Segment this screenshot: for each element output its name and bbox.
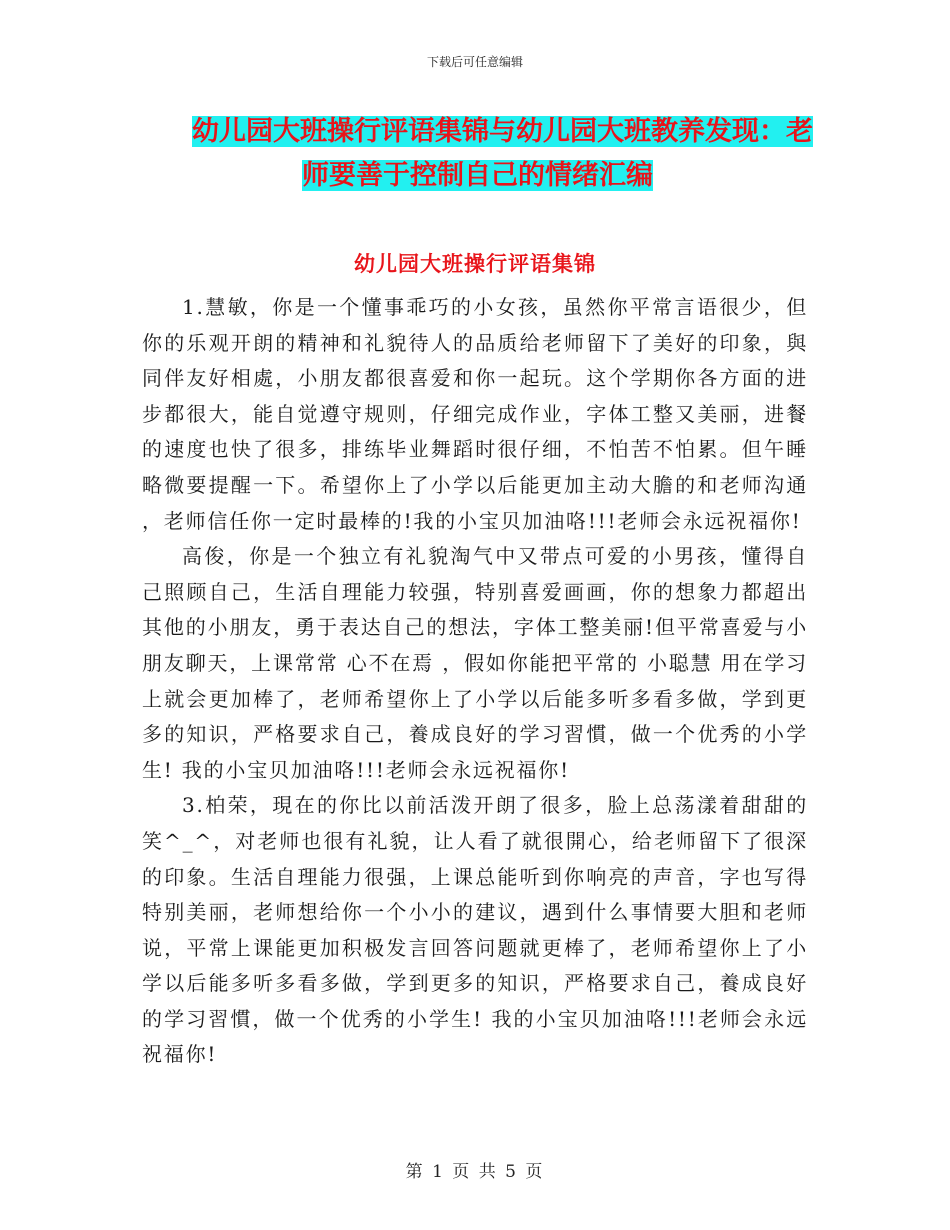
title-line-1: 幼儿园大班操行评语集锦与幼儿园大班教养发现：老 [192, 116, 813, 147]
body-text [142, 290, 808, 1073]
header-note: 下载后可任意编辑 [426, 55, 523, 69]
page-footer: 第 1 页 共 5 页 [405, 1162, 545, 1182]
document-title [140, 110, 820, 198]
paragraph-1: 1.慧敏，你是一个懂事乖巧的小女孩，虽然你平常言语很少，但你的乐观开朗的精神和礼貌待人的品质给老师留下了美好的印象，與同伴友好相處，小朋友都很喜爱和你一起玩。这个学期你各方面的进步都很大，能自觉遵守规则，仔细完成作业，字体工整又美丽，进餐的速度也快了很多，排练毕业舞蹈时很仔细，不怕苦不怕累。但午睡略微要提醒一下。希望你上了小学以后能更加主动大膽的和老师沟通 ，老师信任你一定时最棒的!我的小宝贝加油咯!!!老师会永远祝福你! [142, 295, 808, 533]
paragraph-3: 3.柏荣，現在的你比以前活泼开朗了很多，脸上总荡漾着甜甜的笑^_^，对老师也很有礼貌，让人看了就很開心，给老师留下了很深的印象。生活自理能力很强，上课总能听到你响亮的声音，字也写得特别美丽，老师想给你一个小小的建议，遇到什么事情要大胆和老师说，平常上课能更加积极发言回答问题就更棒了，老师希望你上了小学以后能多听多看多做，学到更多的知识，严格要求自己，養成良好的学习習慣，做一个优秀的小学生! 我的小宝贝加油咯!!!老师会永远祝福你! [142, 793, 808, 1067]
title-line-2: 师要善于控制自己的情绪汇编 [302, 160, 653, 191]
section-title: 幼儿园大班操行评语集锦 [354, 252, 596, 276]
paragraph-2: 高俊，你是一个独立有礼貌淘气中又带点可爱的小男孩，懂得自己照顾自己，生活自理能力较强，特别喜爱画画，你的想象力都超出其他的小朋友，勇于表达自己的想法，字体工整美丽!但平常喜爱与小朋友聊天，上课常常 心不在焉 ，假如你能把平常的 小聪慧 用在学习上就会更加棒了，老师希望你上了小学以后能多听多看多做，学到更多的知识，严格要求自己，養成良好的学习習慣，做一个优秀的小学生! 我的小宝贝加油咯!!!老师会永远祝福你! [142, 544, 808, 782]
